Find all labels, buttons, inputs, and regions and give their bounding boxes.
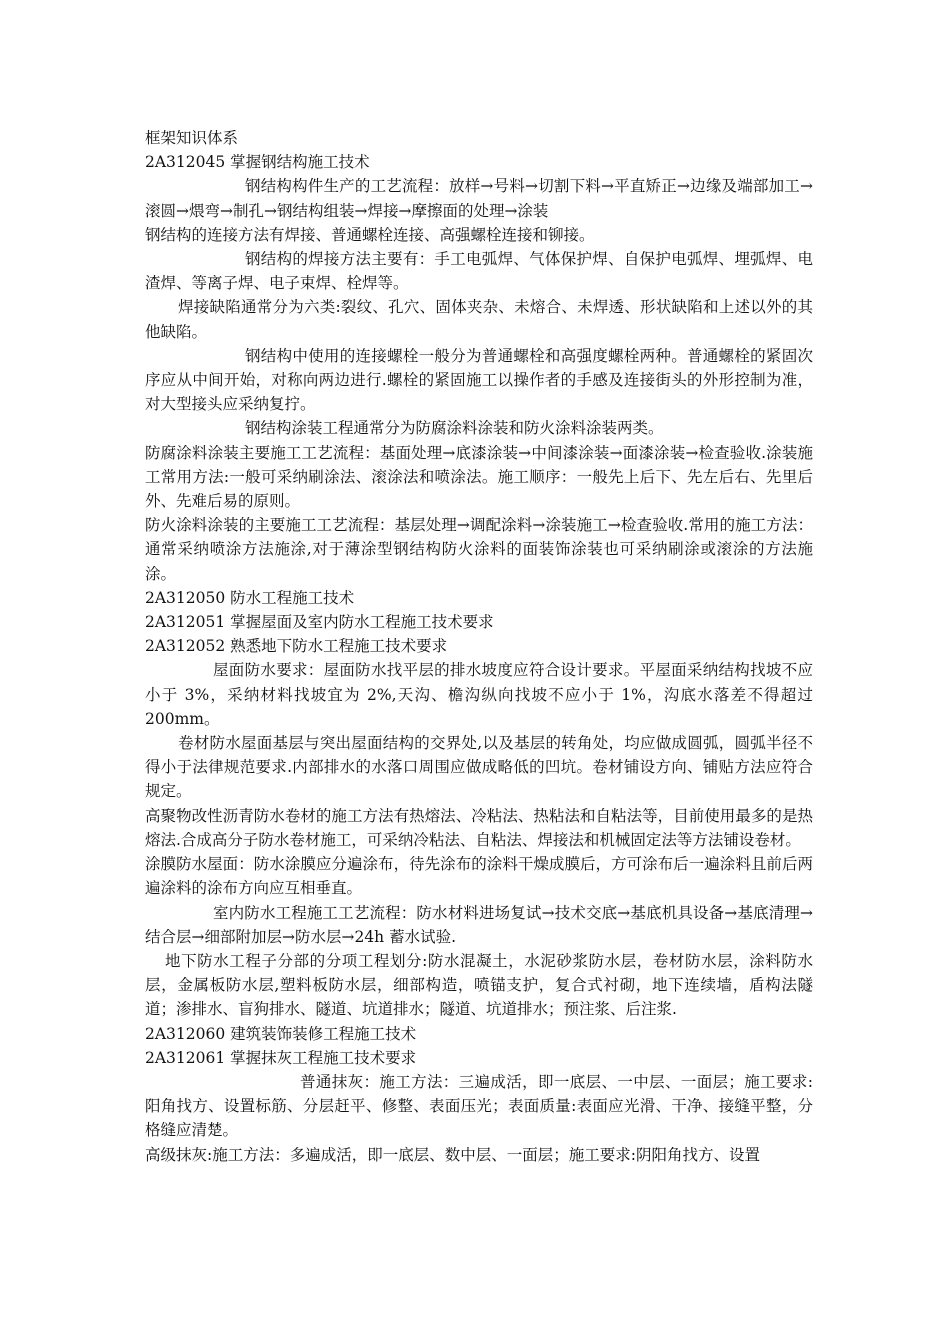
- section-heading: 2A312052 熟悉地下防水工程施工技术要求: [145, 637, 448, 656]
- paragraph: 焊接缺陷通常分为六类:裂纹、孔穴、固体夹杂、未熔合、未焊透、形状缺陷和上述以外的其他缺陷。: [145, 298, 813, 341]
- paragraph: 防腐涂料涂装主要施工工艺流程：基面处理→底漆涂装→中间漆涂装→面漆涂装→检查验收.涂装施工常用方法:一般可采纳刷涂法、滚涂法和喷涂法。施工顺序：一般先上后下、先左后右、先里后外、先难后易的原则。: [145, 443, 813, 511]
- paragraph: 屋面防水要求：屋面防水找平层的排水坡度应符合设计要求。平屋面采纳结构找坡不应小于 3%，采纳材料找坡宜为 2%,天沟、檐沟纵向找坡不应小于 1%，沟底水落差不得超过 200mm。: [145, 661, 813, 728]
- section-heading: 2A312060 建筑装饰装修工程施工技术: [145, 1024, 417, 1043]
- paragraph: 高级抹灰:施工方法：多遍成活，即一底层、数中层、一面层；施工要求:阴阳角找方、设置: [145, 1145, 760, 1164]
- paragraph: 普通抹灰：施工方法：三遍成活，即一底层、一中层、一面层；施工要求:阳角找方、设置标筋、分层赶平、修整、表面压光；表面质量:表面应光滑、干净、接缝平整，分格缝应清楚。: [145, 1072, 813, 1140]
- paragraph: 钢结构涂装工程通常分为防腐涂料涂装和防火涂料涂装两类。: [245, 419, 664, 438]
- paragraph: 钢结构的焊接方法主要有：手工电弧焊、气体保护焊、自保护电弧焊、埋弧焊、电渣焊、等离子焊、电子束焊、栓焊等。: [145, 250, 813, 293]
- doc-heading: 框架知识体系: [145, 129, 239, 147]
- paragraph: 高聚物改性沥青防水卷材的施工方法有热熔法、冷粘法、热粘法和自粘法等，目前使用最多的是热熔法.合成高分子防水卷材施工，可采纳冷粘法、自粘法、焊接法和机械固定法等方法铺设卷材。: [145, 806, 813, 849]
- section-heading: 2A312050 防水工程施工技术: [145, 588, 355, 607]
- paragraph: 地下防水工程子分部的分项工程划分:防水混凝土，水泥砂浆防水层，卷材防水层，涂料防水层，金属板防水层,塑料板防水层，细部构造，喷锚支护，复合式衬砌，地下连续墙，盾构法隧道；渗排水、盲狗排水、隧道、坑道排水；隧道、坑道排水；预注浆、后注浆.: [145, 951, 813, 1019]
- paragraph: 钢结构中使用的连接螺栓一般分为普通螺栓和高强度螺栓两种。普通螺栓的紧固次序应从中间开始，对称向两边进行.螺栓的紧固施工以操作者的手感及连接街头的外形控制为准，对大型接头应采纳复拧。: [145, 346, 813, 414]
- paragraph: 卷材防水屋面基层与突出屋面结构的交界处,以及基层的转角处，均应做成圆弧，圆弧半径不得小于法律规范要求.内部排水的水落口周围应做成略低的凹坑。卷材铺设方向、铺贴方法应符合规定。: [145, 734, 813, 801]
- paragraph: 防火涂料涂装的主要施工工艺流程：基层处理→调配涂料→涂装施工→检查验收.常用的施工方法：通常采纳喷涂方法施涂,对于薄涂型钢结构防火涂料的面装饰涂装也可采纳刷涂或滚涂的方法施涂。: [145, 516, 813, 583]
- section-heading: 2A312051 掌握屋面及室内防水工程施工技术要求: [145, 613, 494, 632]
- document-body: [145, 126, 813, 1167]
- paragraph: 钢结构的连接方法有焊接、普通螺栓连接、高强螺栓连接和铆接。: [145, 225, 595, 244]
- paragraph: 涂膜防水屋面：防水涂膜应分遍涂布，待先涂布的涂料干燥成膜后，方可涂布后一遍涂料且前后两遍涂料的涂布方向应互相垂直。: [145, 855, 813, 898]
- section-heading: 2A312045 掌握钢结构施工技术: [145, 153, 370, 172]
- section-heading: 2A312061 掌握抹灰工程施工技术要求: [145, 1048, 417, 1067]
- paragraph: 钢结构构件生产的工艺流程：放样→号料→切割下料→平直矫正→边缘及端部加工→滚圆→煨弯→制孔→钢结构组装→焊接→摩擦面的处理→涂装: [145, 177, 813, 220]
- paragraph: 室内防水工程施工工艺流程：防水材料进场复试→技术交底→基底机具设备→基底清理→结合层→细部附加层→防水层→24h 蓄水试验.: [145, 903, 813, 946]
